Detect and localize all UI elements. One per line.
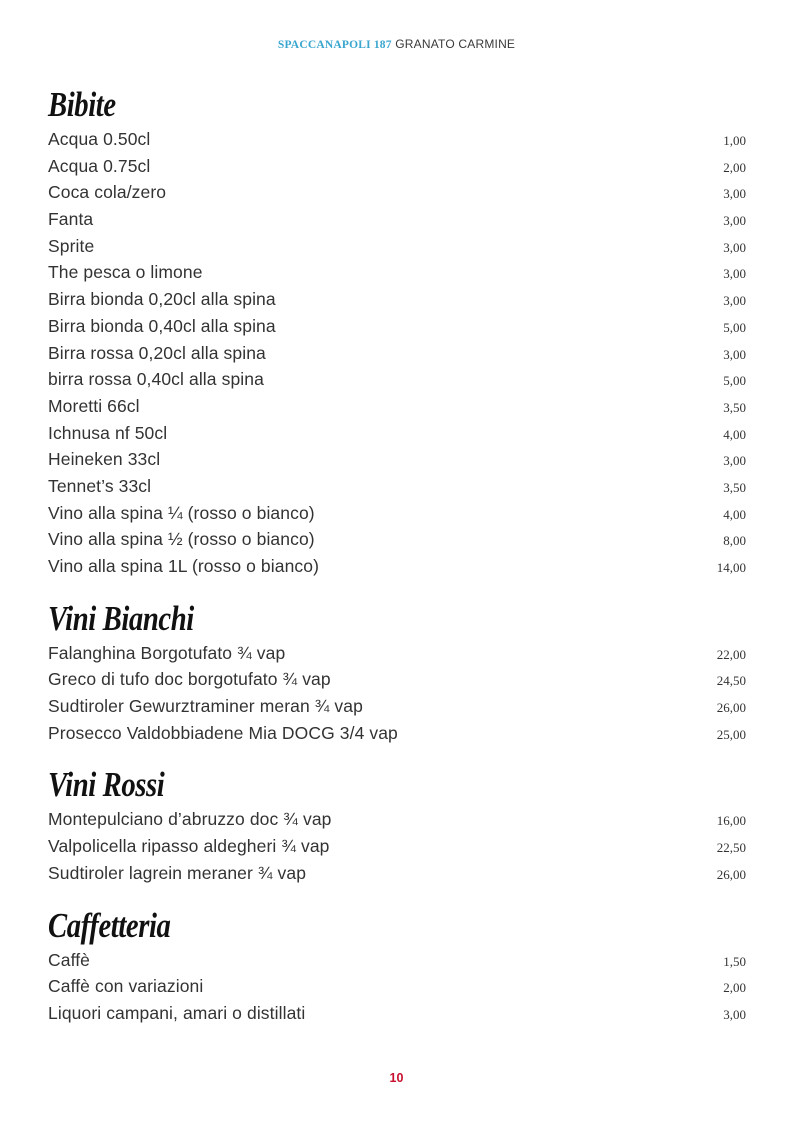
item-name: Coca cola/zero bbox=[48, 182, 167, 203]
menu-item bbox=[48, 366, 746, 393]
item-name: Greco di tufo doc borgotufato ¾ vap bbox=[48, 669, 331, 690]
item-name: Birra bionda 0,20cl alla spina bbox=[48, 289, 276, 310]
item-price: 3,50 bbox=[723, 479, 746, 495]
item-price: 1,00 bbox=[723, 133, 746, 148]
item-name: Sudtiroler Gewurztraminer meran ¾ vap bbox=[48, 696, 363, 717]
menu-item bbox=[48, 393, 746, 420]
item-name: Falanghina Borgotufato ¾ vap bbox=[48, 642, 286, 663]
section-title: Vini Rossi bbox=[48, 765, 165, 805]
item-price: 2,00 bbox=[723, 159, 746, 175]
item-name: Vino alla spina ¼ (rosso o bianco) bbox=[48, 502, 315, 523]
menu-content bbox=[48, 84, 746, 1045]
item-name: Acqua 0.75cl bbox=[48, 155, 151, 176]
menu-item bbox=[48, 1000, 746, 1027]
section-title: Caffetteria bbox=[48, 905, 171, 945]
menu-item bbox=[48, 233, 746, 260]
menu-item bbox=[48, 806, 746, 833]
item-price: 22,00 bbox=[716, 646, 746, 662]
item-name: Caffè bbox=[48, 949, 91, 970]
item-name: Prosecco Valdobbiadene Mia DOCG 3/4 vap bbox=[48, 722, 398, 743]
menu-item bbox=[48, 179, 746, 206]
section-title: Bibite bbox=[48, 85, 116, 124]
item-name: Fanta bbox=[48, 209, 94, 230]
section-vini-rossi bbox=[48, 764, 746, 886]
menu-item bbox=[48, 553, 746, 580]
item-name: Tennet’s 33cl bbox=[48, 475, 152, 496]
item-price: 3,00 bbox=[723, 213, 746, 229]
item-name: birra rossa 0,40cl alla spina bbox=[48, 369, 264, 390]
item-price: 5,00 bbox=[723, 319, 746, 335]
item-price: 3,50 bbox=[723, 399, 746, 415]
item-price: 24,50 bbox=[716, 673, 746, 689]
menu-item bbox=[48, 420, 746, 447]
menu-item bbox=[48, 473, 746, 500]
menu-item bbox=[48, 720, 746, 747]
item-name: Moretti 66cl bbox=[48, 395, 140, 416]
menu-item bbox=[48, 693, 746, 720]
item-price: 3,00 bbox=[723, 453, 746, 469]
menu-item bbox=[48, 947, 746, 974]
item-name: Liquori campani, amari o distillati bbox=[48, 1002, 306, 1023]
item-price: 3,00 bbox=[723, 346, 746, 362]
item-price: 16,00 bbox=[716, 813, 746, 829]
section-vini-bianchi bbox=[48, 598, 746, 747]
menu-item bbox=[48, 833, 746, 860]
item-price: 3,00 bbox=[723, 266, 746, 282]
menu-item bbox=[48, 153, 746, 180]
owner-name: GRANATO CARMINE bbox=[395, 37, 516, 51]
page-header bbox=[0, 36, 793, 53]
menu-item bbox=[48, 286, 746, 313]
item-price: 8,00 bbox=[723, 533, 746, 549]
item-price: 26,00 bbox=[716, 866, 746, 882]
item-price: 14,00 bbox=[716, 560, 746, 575]
item-price: 3,00 bbox=[723, 293, 746, 309]
item-price: 4,00 bbox=[723, 506, 746, 522]
item-name: Heineken 33cl bbox=[48, 449, 161, 470]
item-name: Acqua 0.50cl bbox=[48, 129, 151, 149]
section-caffetteria bbox=[48, 905, 746, 1027]
menu-item bbox=[48, 126, 746, 153]
item-name: The pesca o limone bbox=[48, 262, 203, 283]
item-name: Birra bionda 0,40cl alla spina bbox=[48, 315, 276, 336]
menu-item bbox=[48, 259, 746, 286]
menu-item bbox=[48, 206, 746, 233]
item-name: Valpolicella ripasso aldegheri ¾ vap bbox=[48, 836, 330, 857]
item-price: 22,50 bbox=[716, 840, 746, 856]
item-price: 4,00 bbox=[723, 426, 746, 442]
item-name: Ichnusa nf 50cl bbox=[48, 422, 168, 443]
section-bibite bbox=[48, 84, 746, 580]
section-title: Vini Bianchi bbox=[48, 598, 194, 638]
menu-item bbox=[48, 860, 746, 887]
item-price: 3,00 bbox=[723, 186, 746, 202]
item-price: 5,00 bbox=[723, 373, 746, 389]
restaurant-name: SPACCANAPOLI 187 bbox=[277, 39, 392, 51]
menu-item bbox=[48, 640, 746, 667]
menu-item bbox=[48, 313, 746, 340]
menu-item bbox=[48, 340, 746, 367]
item-name: Montepulciano d’abruzzo doc ¾ vap bbox=[48, 809, 332, 830]
item-price: 3,00 bbox=[723, 239, 746, 255]
item-price: 1,50 bbox=[723, 953, 746, 969]
item-price: 2,00 bbox=[723, 980, 746, 996]
menu-item bbox=[48, 500, 746, 527]
menu-item bbox=[48, 446, 746, 473]
item-name: Sudtiroler lagrein meraner ¾ vap bbox=[48, 862, 307, 883]
item-name: Caffè con variazioni bbox=[48, 976, 204, 997]
menu-item bbox=[48, 973, 746, 1000]
item-price: 25,00 bbox=[716, 726, 746, 742]
item-name: Sprite bbox=[48, 235, 95, 256]
item-price: 3,00 bbox=[723, 1006, 746, 1022]
page-number: 10 bbox=[389, 1071, 404, 1085]
menu-item bbox=[48, 666, 746, 693]
item-name: Vino alla spina 1L (rosso o bianco) bbox=[48, 556, 320, 576]
item-price: 26,00 bbox=[716, 700, 746, 716]
item-name: Birra rossa 0,20cl alla spina bbox=[48, 342, 266, 363]
menu-item bbox=[48, 526, 746, 553]
item-name: Vino alla spina ½ (rosso o bianco) bbox=[48, 529, 315, 550]
